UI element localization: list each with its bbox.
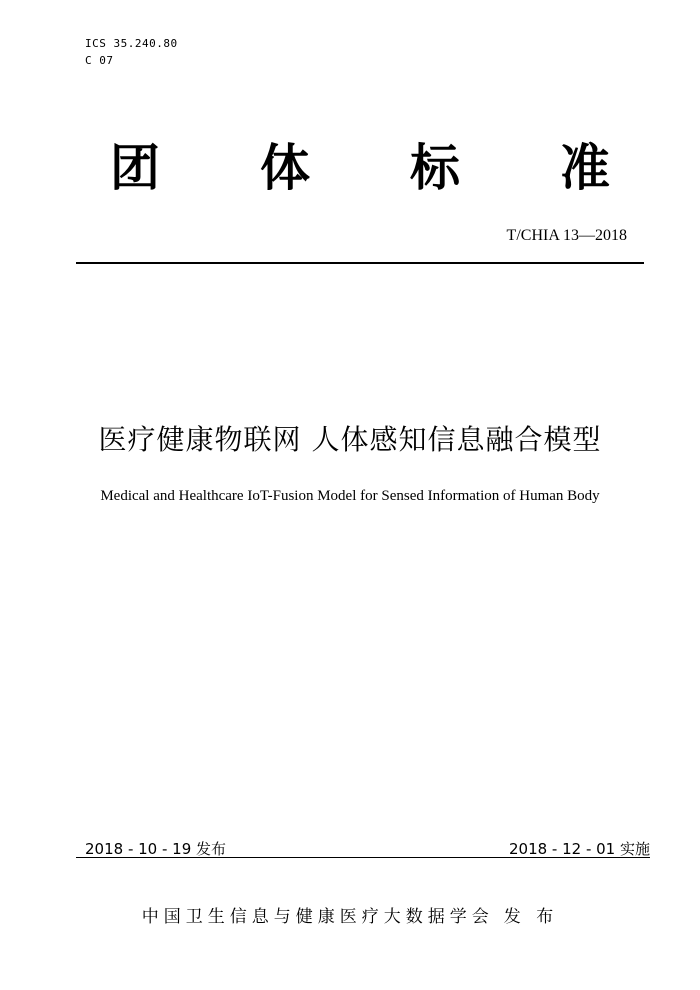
ics-code: ICS 35.240.80 (85, 37, 178, 50)
ccs-code: C 07 (85, 54, 114, 67)
top-divider (76, 262, 644, 264)
publisher-name: 中国卫生信息与健康医疗大数据学会 (141, 907, 494, 927)
publish-label: 发 布 (503, 907, 559, 927)
publish-date: 2018 - 10 - 19 发布 (85, 840, 227, 858)
title-chinese: 医疗健康物联网 人体感知信息融合模型 (98, 423, 602, 456)
heading-char-1: 团 (110, 139, 160, 197)
publisher-line (0, 902, 700, 927)
standard-number: T/CHIA 13—2018 (506, 227, 627, 244)
implementation-date: 2018 - 12 - 01 实施 (508, 840, 650, 858)
bottom-divider (76, 857, 650, 858)
heading-char-3: 标 (410, 139, 460, 197)
document-type-heading (110, 138, 610, 198)
title-english: Medical and Healthcare IoT-Fusion Model for Sensed Information of Human Body (100, 488, 600, 504)
heading-char-4: 准 (560, 139, 610, 197)
heading-char-2: 体 (260, 139, 310, 197)
